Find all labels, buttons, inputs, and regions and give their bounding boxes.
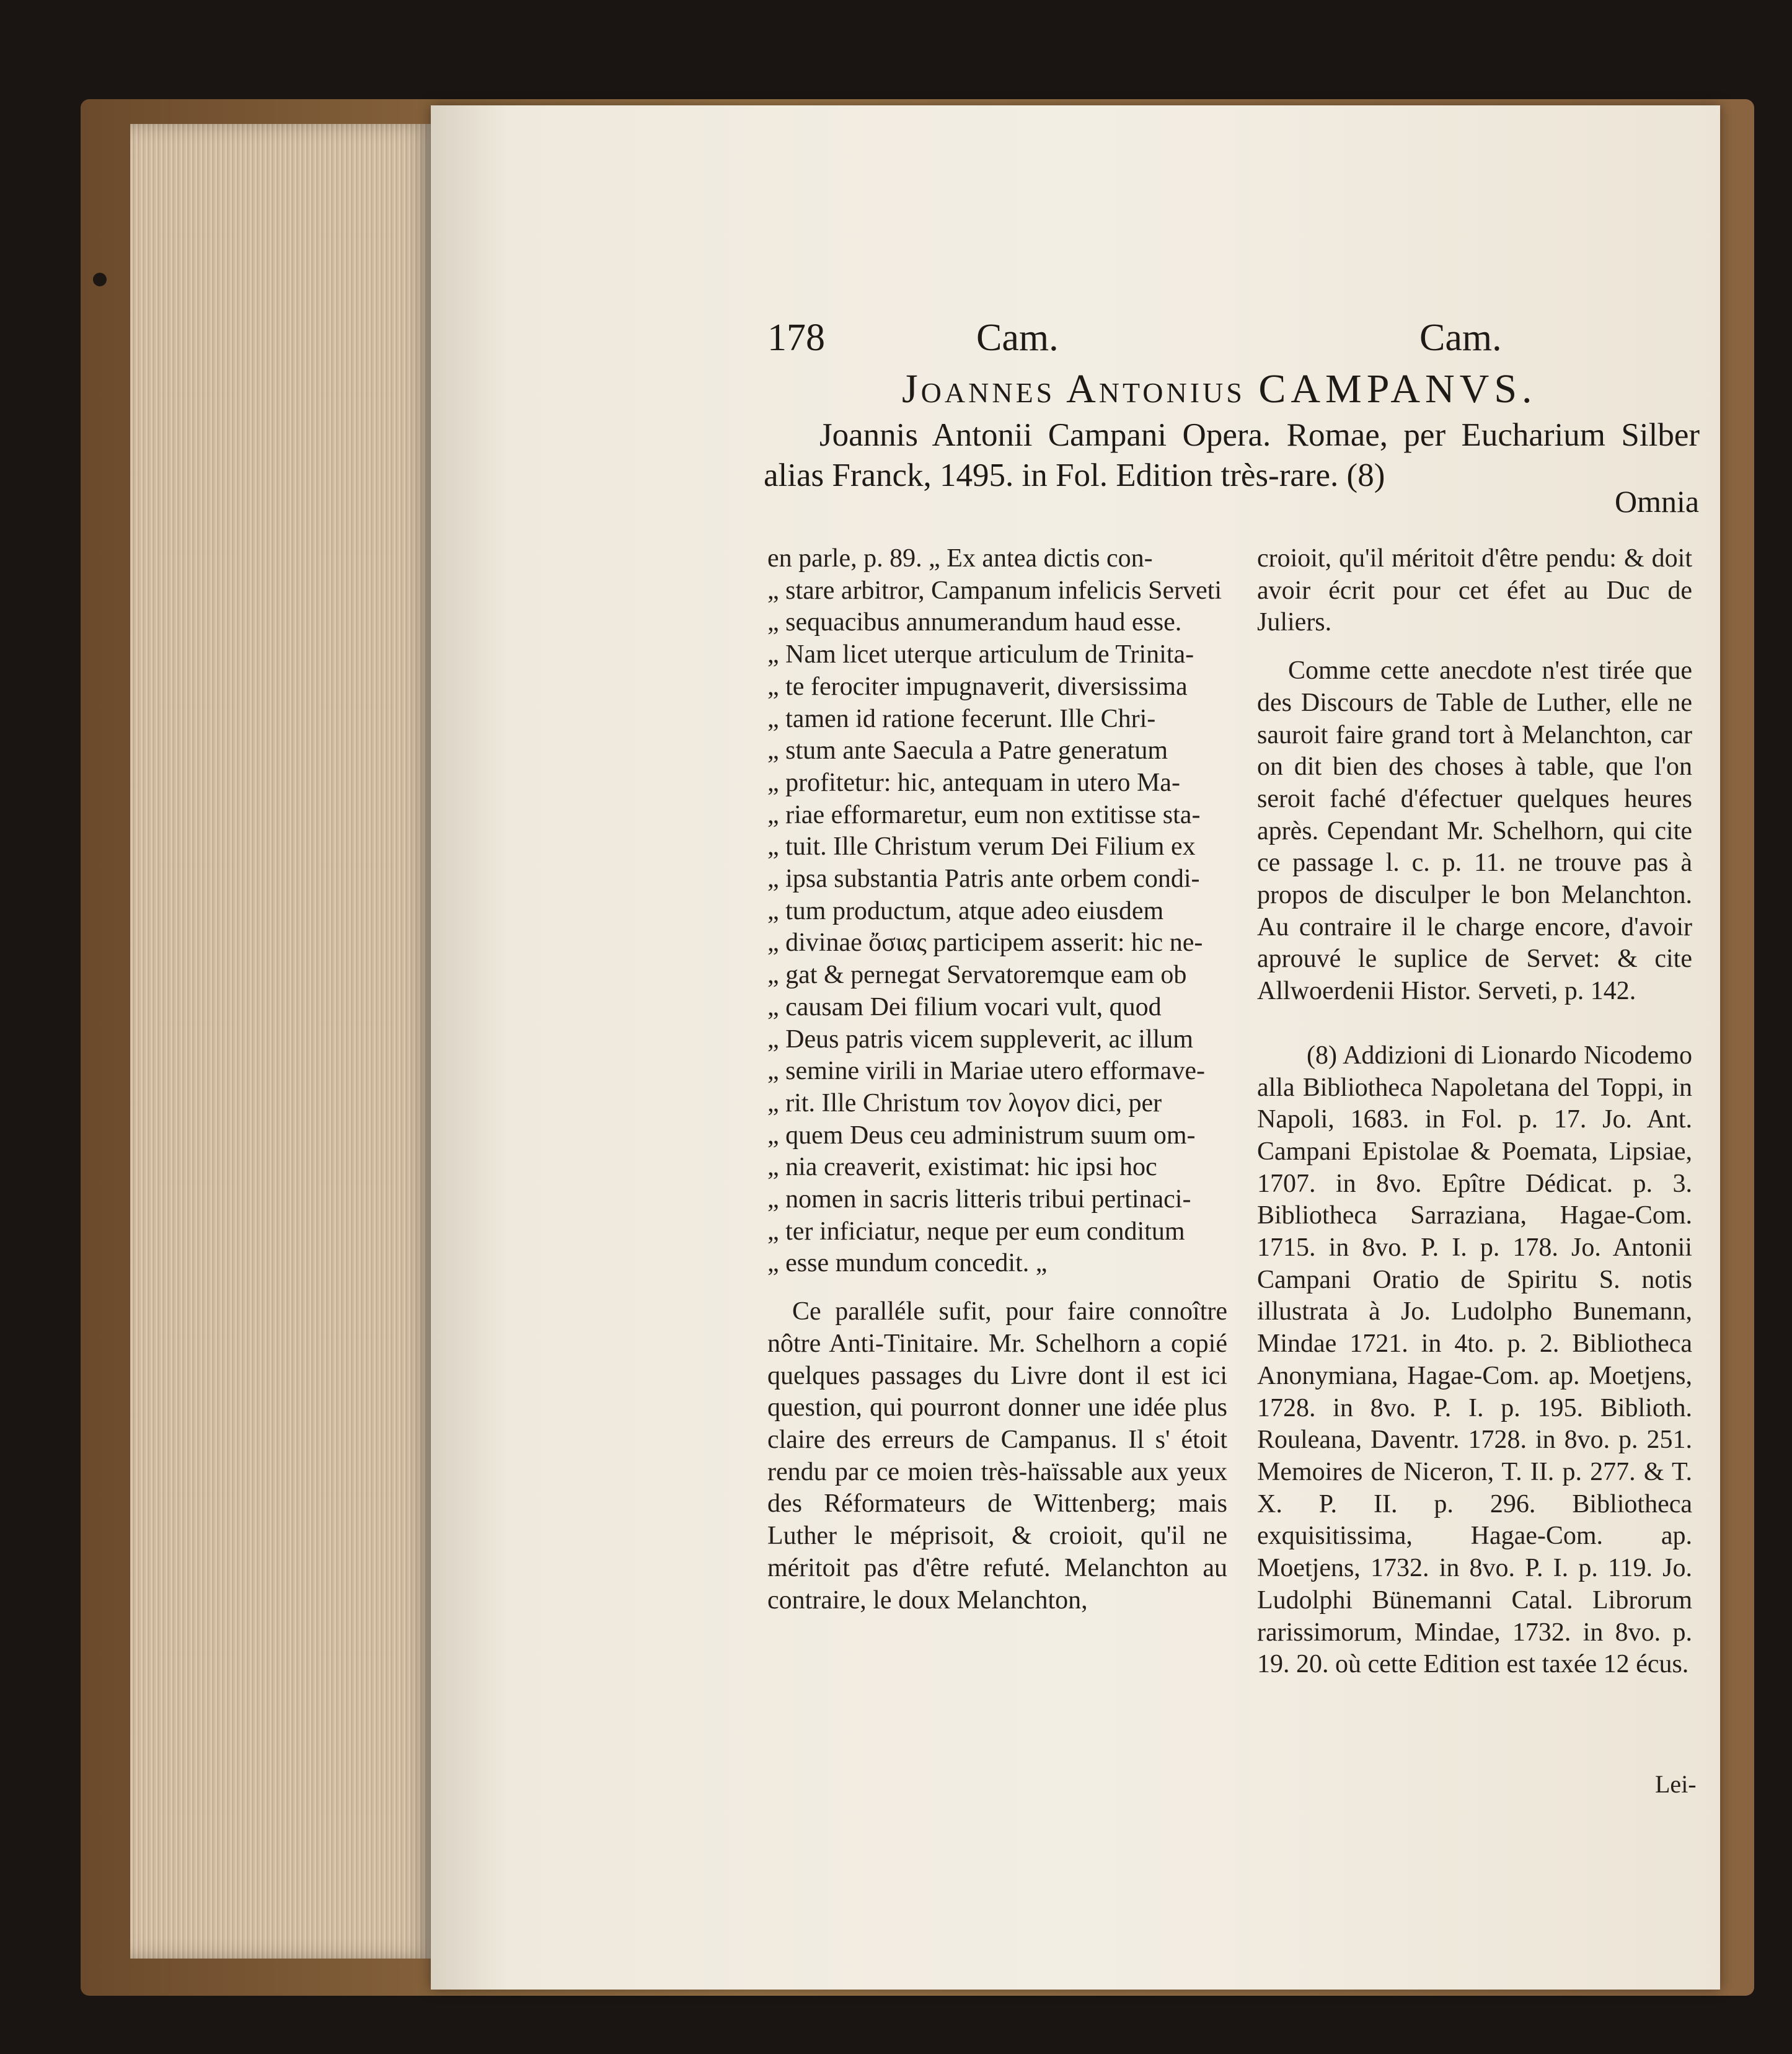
quotation-line: „ profitetur: hic, antequam in utero Ma- <box>767 768 1180 797</box>
running-head-right: Cam. <box>1419 317 1502 359</box>
quotation-line: „ ipsa substantia Patris ante orbem condi- <box>767 865 1200 894</box>
quotation-line: „ semine virili in Mariae utero efformave- <box>767 1057 1205 1086</box>
quotation-line: „ divinae ὄσιας participem asserit: hic ne- <box>767 928 1203 958</box>
quotation-line: „ esse mundum concedit. „ <box>767 1249 1048 1278</box>
left-paragraph: Ce paralléle sufit, pour faire connoître nôtre Anti-Tinitaire. Mr. Schelhorn a copié quelques passages du Livre dont il est ici question, qui pourront donner une idée plus claire des erreurs de Campanus. Il s' étoit rendu par ce moien très-haïssable aux yeux des Réformateurs de Wittenberg; mais Luther le méprisoit, & croioit, qu'il ne méritoit pas d'être refuté. Melanchton au contraire, le doux Melanchton, <box>767 1297 1227 1615</box>
quotation-line: „ riae efformaretur, eum non extitisse sta- <box>767 800 1201 829</box>
catchword-top: Omnia <box>1615 484 1700 519</box>
entry-title <box>902 366 1537 413</box>
quotation-line: „ tamen id ratione fecerunt. Ille Chri- <box>767 704 1156 733</box>
quotation-line: „ rit. Ille Christum τον λογον dici, per <box>767 1088 1162 1117</box>
quotation-line: „ stum ante Saecula a Patre generatum <box>767 736 1168 765</box>
page-number: 178 <box>767 317 825 359</box>
left-column <box>767 543 1227 1616</box>
right-paragraph-1: croioit, qu'il méritoit d'être pendu: & doit avoir écrit pour cet éfet au Duc de Juliers. <box>1257 544 1692 637</box>
right-column <box>1257 543 1692 1681</box>
quotation-line: „ nia creaverit, existimat: hic ipsi hoc <box>767 1153 1157 1182</box>
quotation-line: „ Deus patris vicem suppleverit, ac illum <box>767 1025 1193 1054</box>
catchword-bottom: Lei- <box>1655 1770 1697 1798</box>
quotation-line: „ stare arbitror, Campanum infelicis Serveti <box>767 576 1222 605</box>
footnote-8: (8) Addizioni di Lionardo Nicodemo alla Bibliotheca Napoletana del Toppi, in Napoli, 1683. in Fol. p. 17. Jo. Ant. Campani Epistolae & Poemata, Lipsiae, 1707. in 8vo. Epître Dédicat. p. 3. Bibliotheca Sarraziana, Hagae-Com. 1715. in 8vo. P. I. p. 178. Jo. Antonii Campani Oratio de Spiritu S. notis illustrata à Jo. Ludolpho Bunemann, Mindae 1721. in 4to. p. 2. Bibliotheca Anonymiana, Hagae-Com. ap. Moetjens, 1728. in 8vo. P. I. p. 195. Biblioth. Rouleana, Daventr. 1728. in 8vo. p. 251. Memoires de Niceron, T. II. p. 277. & T. X. P. II. p. 296. Bibliotheca exquisitissima, Hagae-Com. ap. Moetjens, 1732. in 8vo. P. I. p. 119. Jo. Ludolphi Bünemanni Catal. Librorum rarissimorum, Mindae, 1732. in 8vo. p. 19. 20. où cette Edition est taxée 12 écus. <box>1257 1041 1692 1679</box>
quotation-line: „ sequacibus annumerandum haud esse. <box>767 608 1182 637</box>
quotation-line: „ Nam licet uterque articulum de Trinita- <box>767 640 1194 669</box>
latin-quotation <box>767 543 1227 1280</box>
quotation-line: „ causam Dei filium vocari vult, quod <box>767 992 1162 1021</box>
quotation-line: en parle, p. 89. „ Ex antea dictis con- <box>767 544 1153 573</box>
quotation-line: „ te ferociter impugnaverit, diversissima <box>767 672 1188 701</box>
quotation-line: „ gat & pernegat Servatoremque eam ob <box>767 961 1187 990</box>
quotation-line: „ tum productum, atque adeo eiusdem <box>767 896 1164 925</box>
quotation-line: „ nomen in sacris litteris tribui pertinaci- <box>767 1185 1191 1214</box>
running-head-left: Cam. <box>976 317 1059 359</box>
quotation-line: „ ter inficiatur, neque per eum conditum <box>767 1217 1185 1246</box>
page-edges <box>130 124 434 1959</box>
binding-dot <box>93 273 107 286</box>
quotation-line: „ quem Deus ceu administrum suum om- <box>767 1121 1196 1150</box>
bibliographic-entry: Joannis Antonii Campani Opera. Romae, per Eucharium Silber alias Franck, 1495. in Fol. Edition très-rare. (8) <box>764 417 1700 493</box>
title-small-caps: Joannes Antonius <box>902 366 1245 412</box>
quotation-line: „ tuit. Ille Christum verum Dei Filium ex <box>767 832 1196 862</box>
right-paragraph-2: Comme cette anecdote n'est tirée que des Discours de Table de Luther, elle ne sauroit faire grand tort à Melanchton, car on dit bien des choses à table, que l'on seroit faché d'éfectuer quelques heures après. Cependant Mr. Schelhorn, qui cite ce passage l. c. p. 11. ne trouve pas à propos de disculper le bon Melanchton. Au contraire il le charge encore, d'avoir aprouvé le suplice de Servet: & cite Allwoerdenii Histor. Serveti, p. 142. <box>1257 656 1692 1006</box>
title-caps: CAMPANVS. <box>1258 366 1537 412</box>
